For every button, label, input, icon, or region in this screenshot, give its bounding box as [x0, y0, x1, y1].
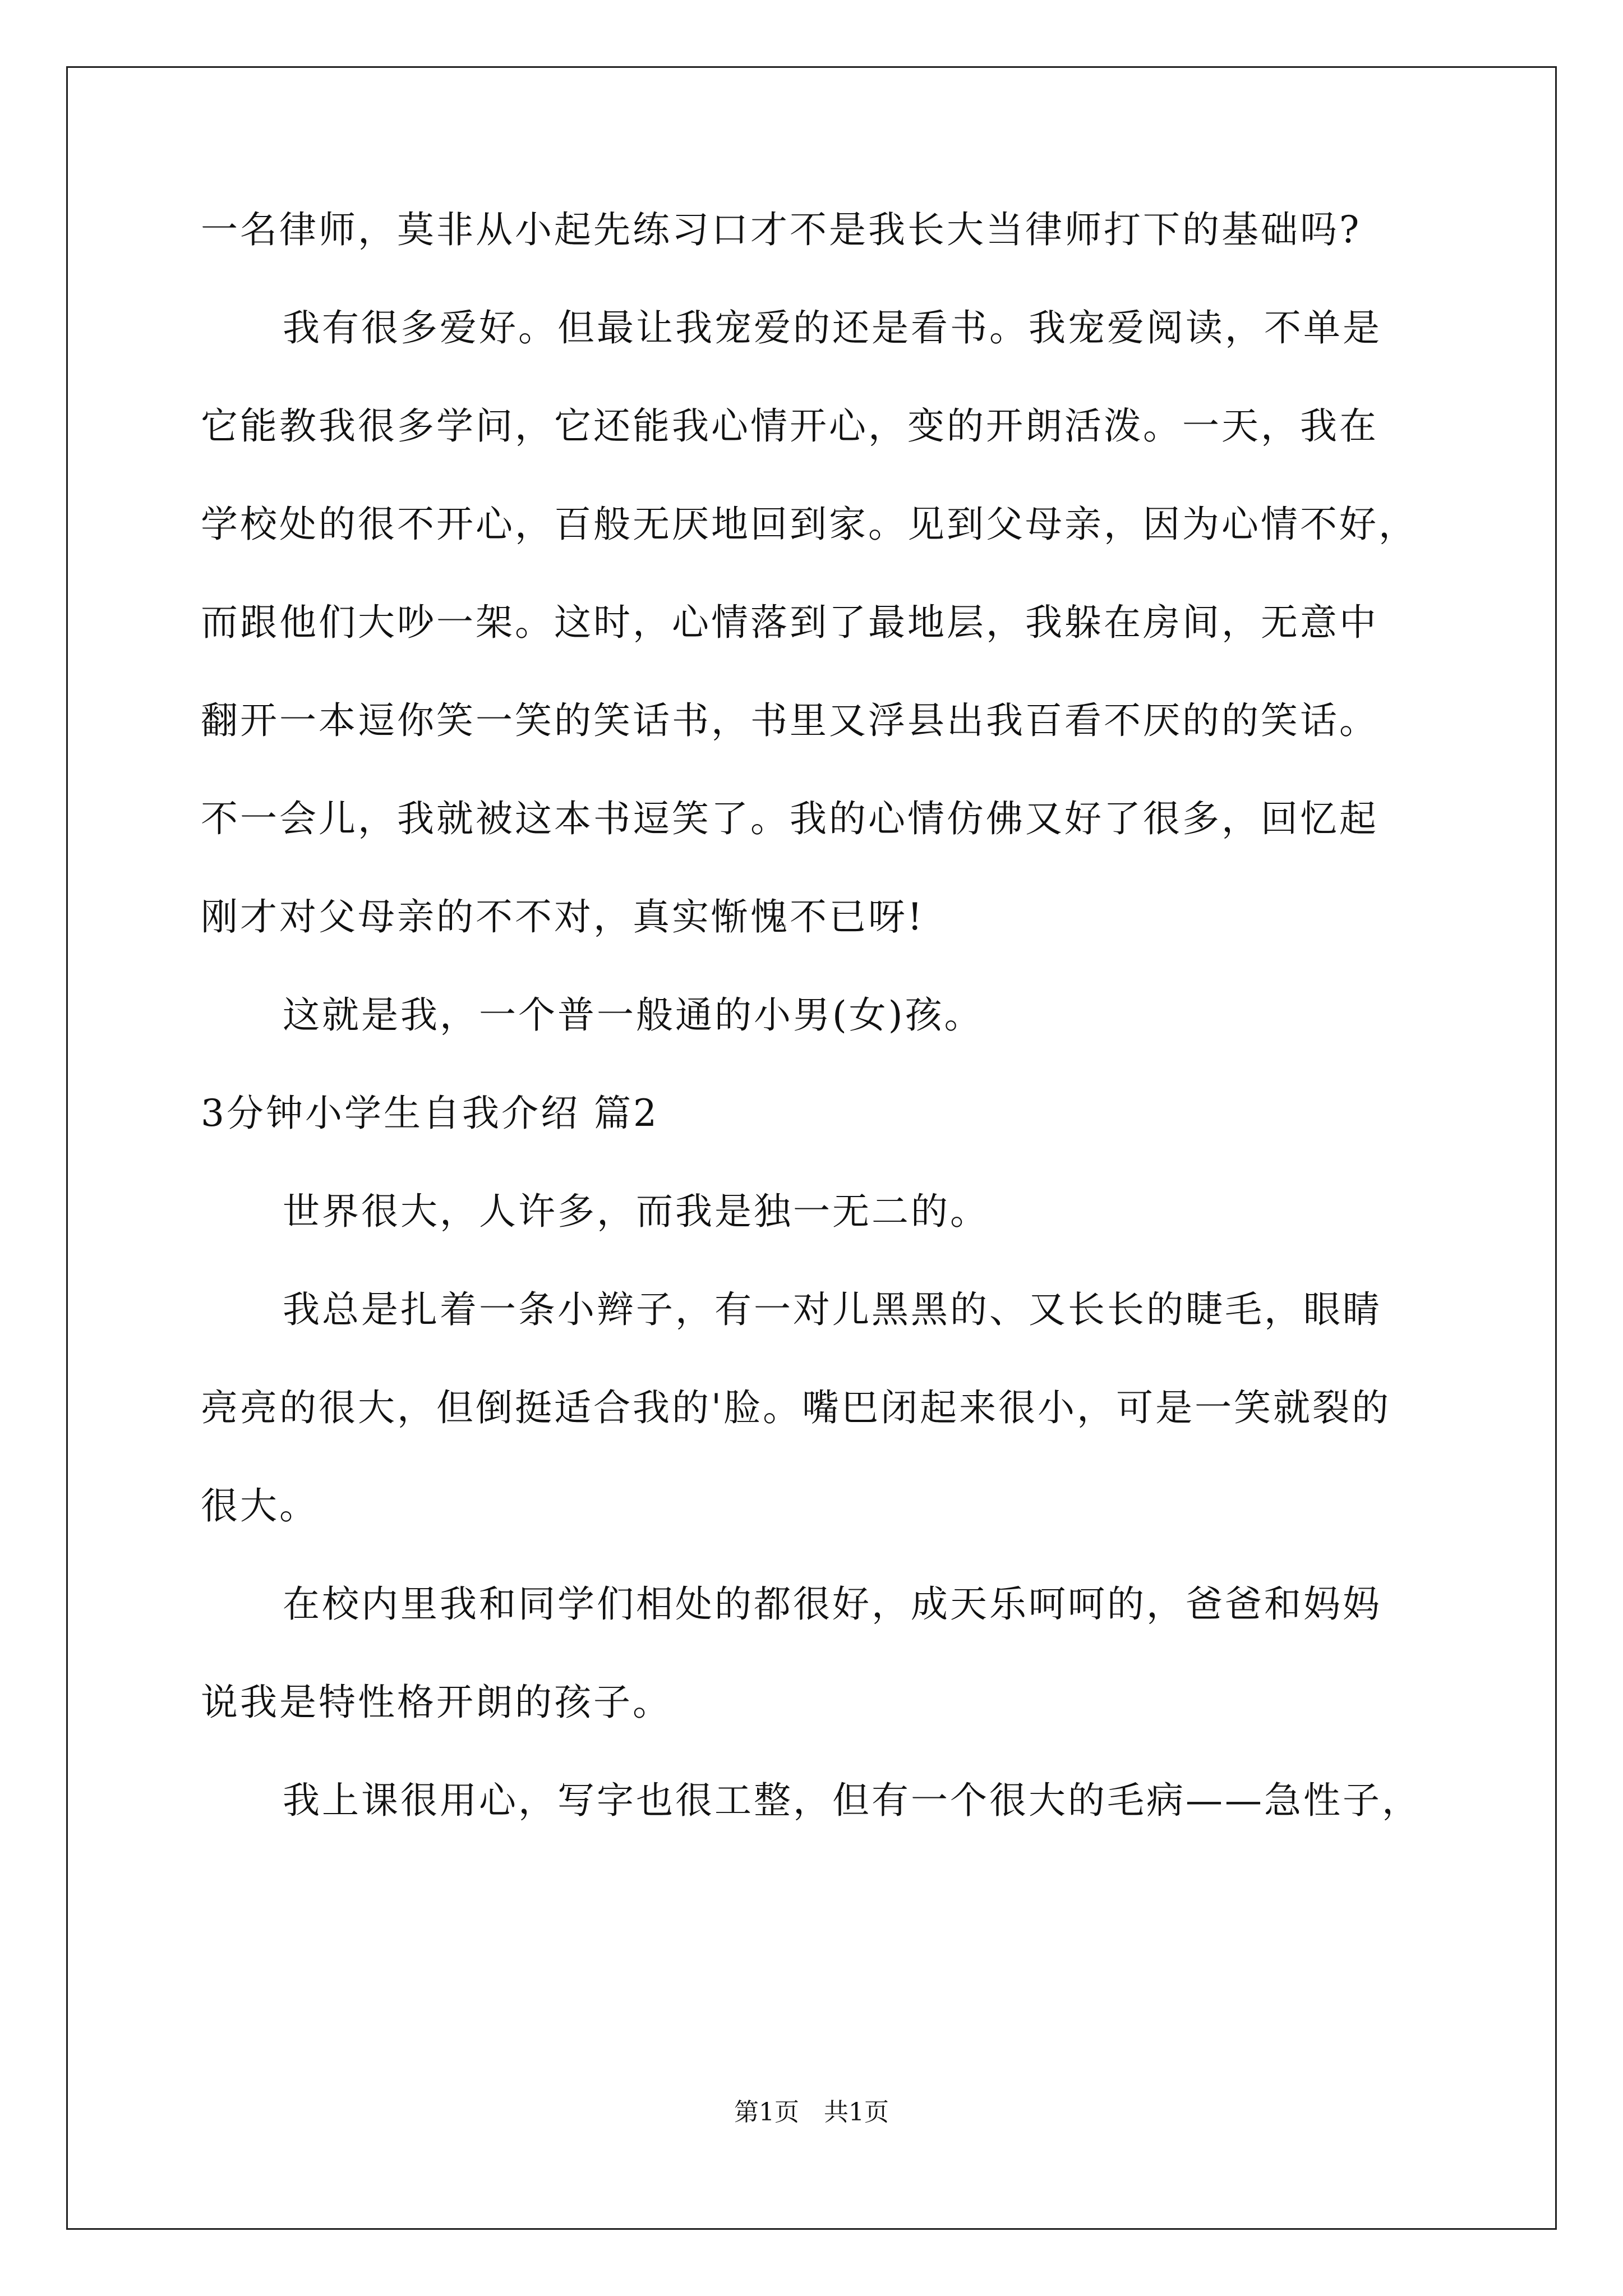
text-line-5: 而跟他们大吵一架。这时，心情落到了最地层，我躲在房间，无意中: [201, 601, 1378, 644]
text-line-2: 我有很多爱好。但最让我宠爱的还是看书。我宠爱阅读，不单是: [283, 306, 1382, 349]
text-line-6: 翻开一本逗你笑一笑的笑话书，书里又浮县出我百看不厌的的笑话。: [201, 699, 1378, 742]
text-line-17: 我上课很用心，写字也很工整，但有一个很大的毛病——急性子，: [283, 1779, 1421, 1822]
text-line-13: 亮亮的很大，但倒挺适合我的'脸。嘴巴闭起来很小，可是一笑就裂的: [201, 1386, 1391, 1429]
text-line-11: 世界很大，人许多，而我是独一无二的。: [283, 1190, 989, 1233]
text-line-15: 在校内里我和同学们相处的都很好，成天乐呵呵的，爸爸和妈妈: [283, 1582, 1382, 1626]
page-border: [66, 66, 1557, 2230]
text-line-4: 学校处的很不开心，百般无厌地回到家。见到父母亲，因为心情不好，: [201, 503, 1418, 546]
text-line-7: 不一会儿，我就被这本书逗笑了。我的心情仿佛又好了很多，回忆起: [201, 797, 1378, 840]
text-line-12: 我总是扎着一条小辫子，有一对儿黑黑的、又长长的睫毛，眼睛: [283, 1288, 1382, 1331]
text-line-14: 很大。: [201, 1484, 319, 1527]
text-line-8: 刚才对父母亲的不不对，真实惭愧不已呀!: [201, 895, 925, 938]
text-line-16: 说我是特性格开朗的孩子。: [201, 1681, 672, 1724]
text-line-1: 一名律师，莫非从小起先练习口才不是我长大当律师打下的基础吗?: [201, 208, 1362, 251]
text-line-3: 它能教我很多学问，它还能我心情开心，变的开朗活泼。一天，我在: [201, 404, 1378, 448]
page-footer: 第1页 共1页: [734, 2098, 889, 2127]
text-line-9: 这就是我，一个普一般通的小男(女)孩。: [283, 993, 984, 1037]
section-heading: 3分钟小学生自我介绍 篇2: [201, 1092, 659, 1135]
